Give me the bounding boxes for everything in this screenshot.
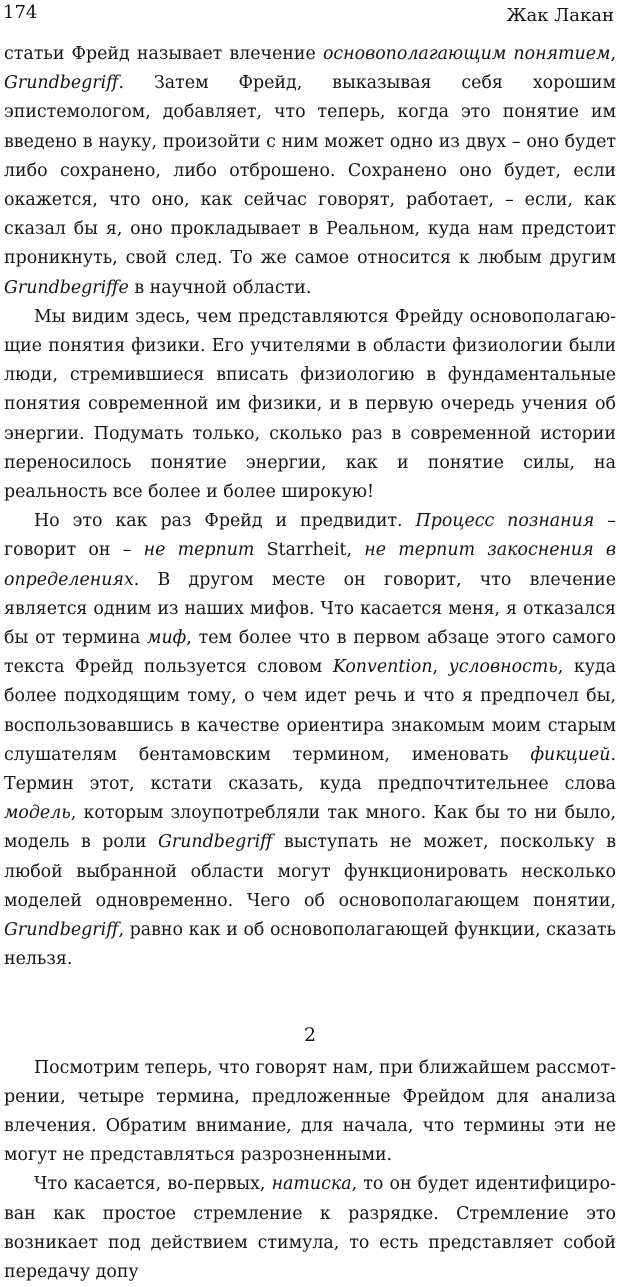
paragraph: [4, 1170, 616, 1287]
text-run: ,: [610, 44, 616, 64]
paragraph: [4, 507, 616, 974]
text-run: ,: [432, 657, 449, 678]
italic-text: Grundbegriffe: [4, 277, 129, 298]
italic-text: натиска: [271, 1174, 352, 1195]
body-text: [4, 40, 616, 1287]
text-run: Starrheit,: [254, 540, 365, 561]
italic-text: Grundbegriff: [157, 832, 273, 853]
text-run: Посмотрим теперь, что говорят нам, при ближайшем рассмотрении, четыре термина, предложенные Фрейдом для анализа влечения. Обратим внимание, для начала, что термины эти не могут не представляться разрозненными.: [4, 1057, 616, 1166]
running-head: Жак Лакан: [506, 5, 614, 26]
italic-text: Grundbegriff: [4, 73, 119, 94]
text-run: , тем более что в первом абзаце этого самого текста Фрейд пользуется словом: [4, 628, 616, 678]
paragraph: [4, 1054, 616, 1171]
text-run: . Термин этот, кстати сказать, куда предпочтительнее слова: [4, 744, 616, 795]
paragraph: [4, 303, 616, 507]
text-run: . Затем Фрейд, выказывая себя хорошим эпистемологом, добавляет, что теперь, когда это понятие им введено в науку, произойти с ним может одно из двух – оно будет либо сохранено, либо отброшено. Сохранено оно будет, если окажется, что оно, как сейчас говорят, работает, – если, как сказал бы я, оно прокладывает в Реальном, куда нам предстоит проникнуть, свой след. То же самое относится к любым другим: [4, 73, 616, 269]
italic-text: не терпит: [143, 540, 255, 561]
italic-text: миф: [147, 628, 187, 649]
text-run: в научной области.: [128, 277, 312, 298]
text-run: Мы видим здесь, чем представляются Фрейду основополагающие понятия физики. Его учителями в области физиологии были люди, стремившиеся вписать физиологию в фундаментальные понятия современной им физики, и в первую очередь учения об энергии. Подумать только, сколько раз в современной истории переносилось понятие энергии, как и понятие силы, на реальность все более и более широкую!: [4, 306, 616, 503]
italic-text: Konvention: [332, 657, 433, 678]
text-run: выступать не может, поскольку в любой выбранной области могут функционировать несколько моделей одновременно. Чего об основополагающем понятии,: [4, 832, 616, 911]
text-run: – говорит он –: [4, 511, 616, 561]
text-run: Но это как раз Фрейд и предвидит.: [34, 511, 416, 532]
text-run: , которым злоупотребляли так много. Как бы то ни было, модель в роли: [4, 803, 616, 853]
text-run: , куда более подходящим тому, о чем идет речь и что я предпочел бы, воспользовавшись в качестве ориентира знакомым моим старым слушателям бентамовским термином, именовать: [4, 657, 616, 765]
italic-text: модель: [4, 803, 71, 824]
text-run: статьи Фрейд называет влечение: [4, 44, 323, 64]
italic-text: основополагающим понятием: [322, 44, 611, 64]
page-number: 174: [3, 2, 38, 23]
italic-text: не терпит закоснения в определениях: [4, 540, 616, 590]
text-run: , равно как и об основополагающей функции, сказать нельзя.: [4, 920, 616, 970]
page-header: [3, 2, 614, 32]
italic-text: Grundbegriff: [4, 920, 119, 941]
paragraph: [4, 40, 616, 303]
text-run: , то он будет идентифицирован как простое стремление к разрядке. Стремление это возникает под действием стимула, то есть представляет собой передачу допу: [4, 1174, 616, 1282]
text-run: . В другом месте он говорит, что влечение является одним из наших мифов. Что касается меня, я отказался бы от термина: [4, 569, 616, 649]
text-run: Что касается, во-первых,: [34, 1174, 272, 1195]
italic-text: условность: [448, 657, 558, 678]
italic-text: Процесс познания: [415, 511, 595, 532]
section-number: 2: [303, 1023, 317, 1046]
italic-text: фикцией: [530, 744, 611, 765]
